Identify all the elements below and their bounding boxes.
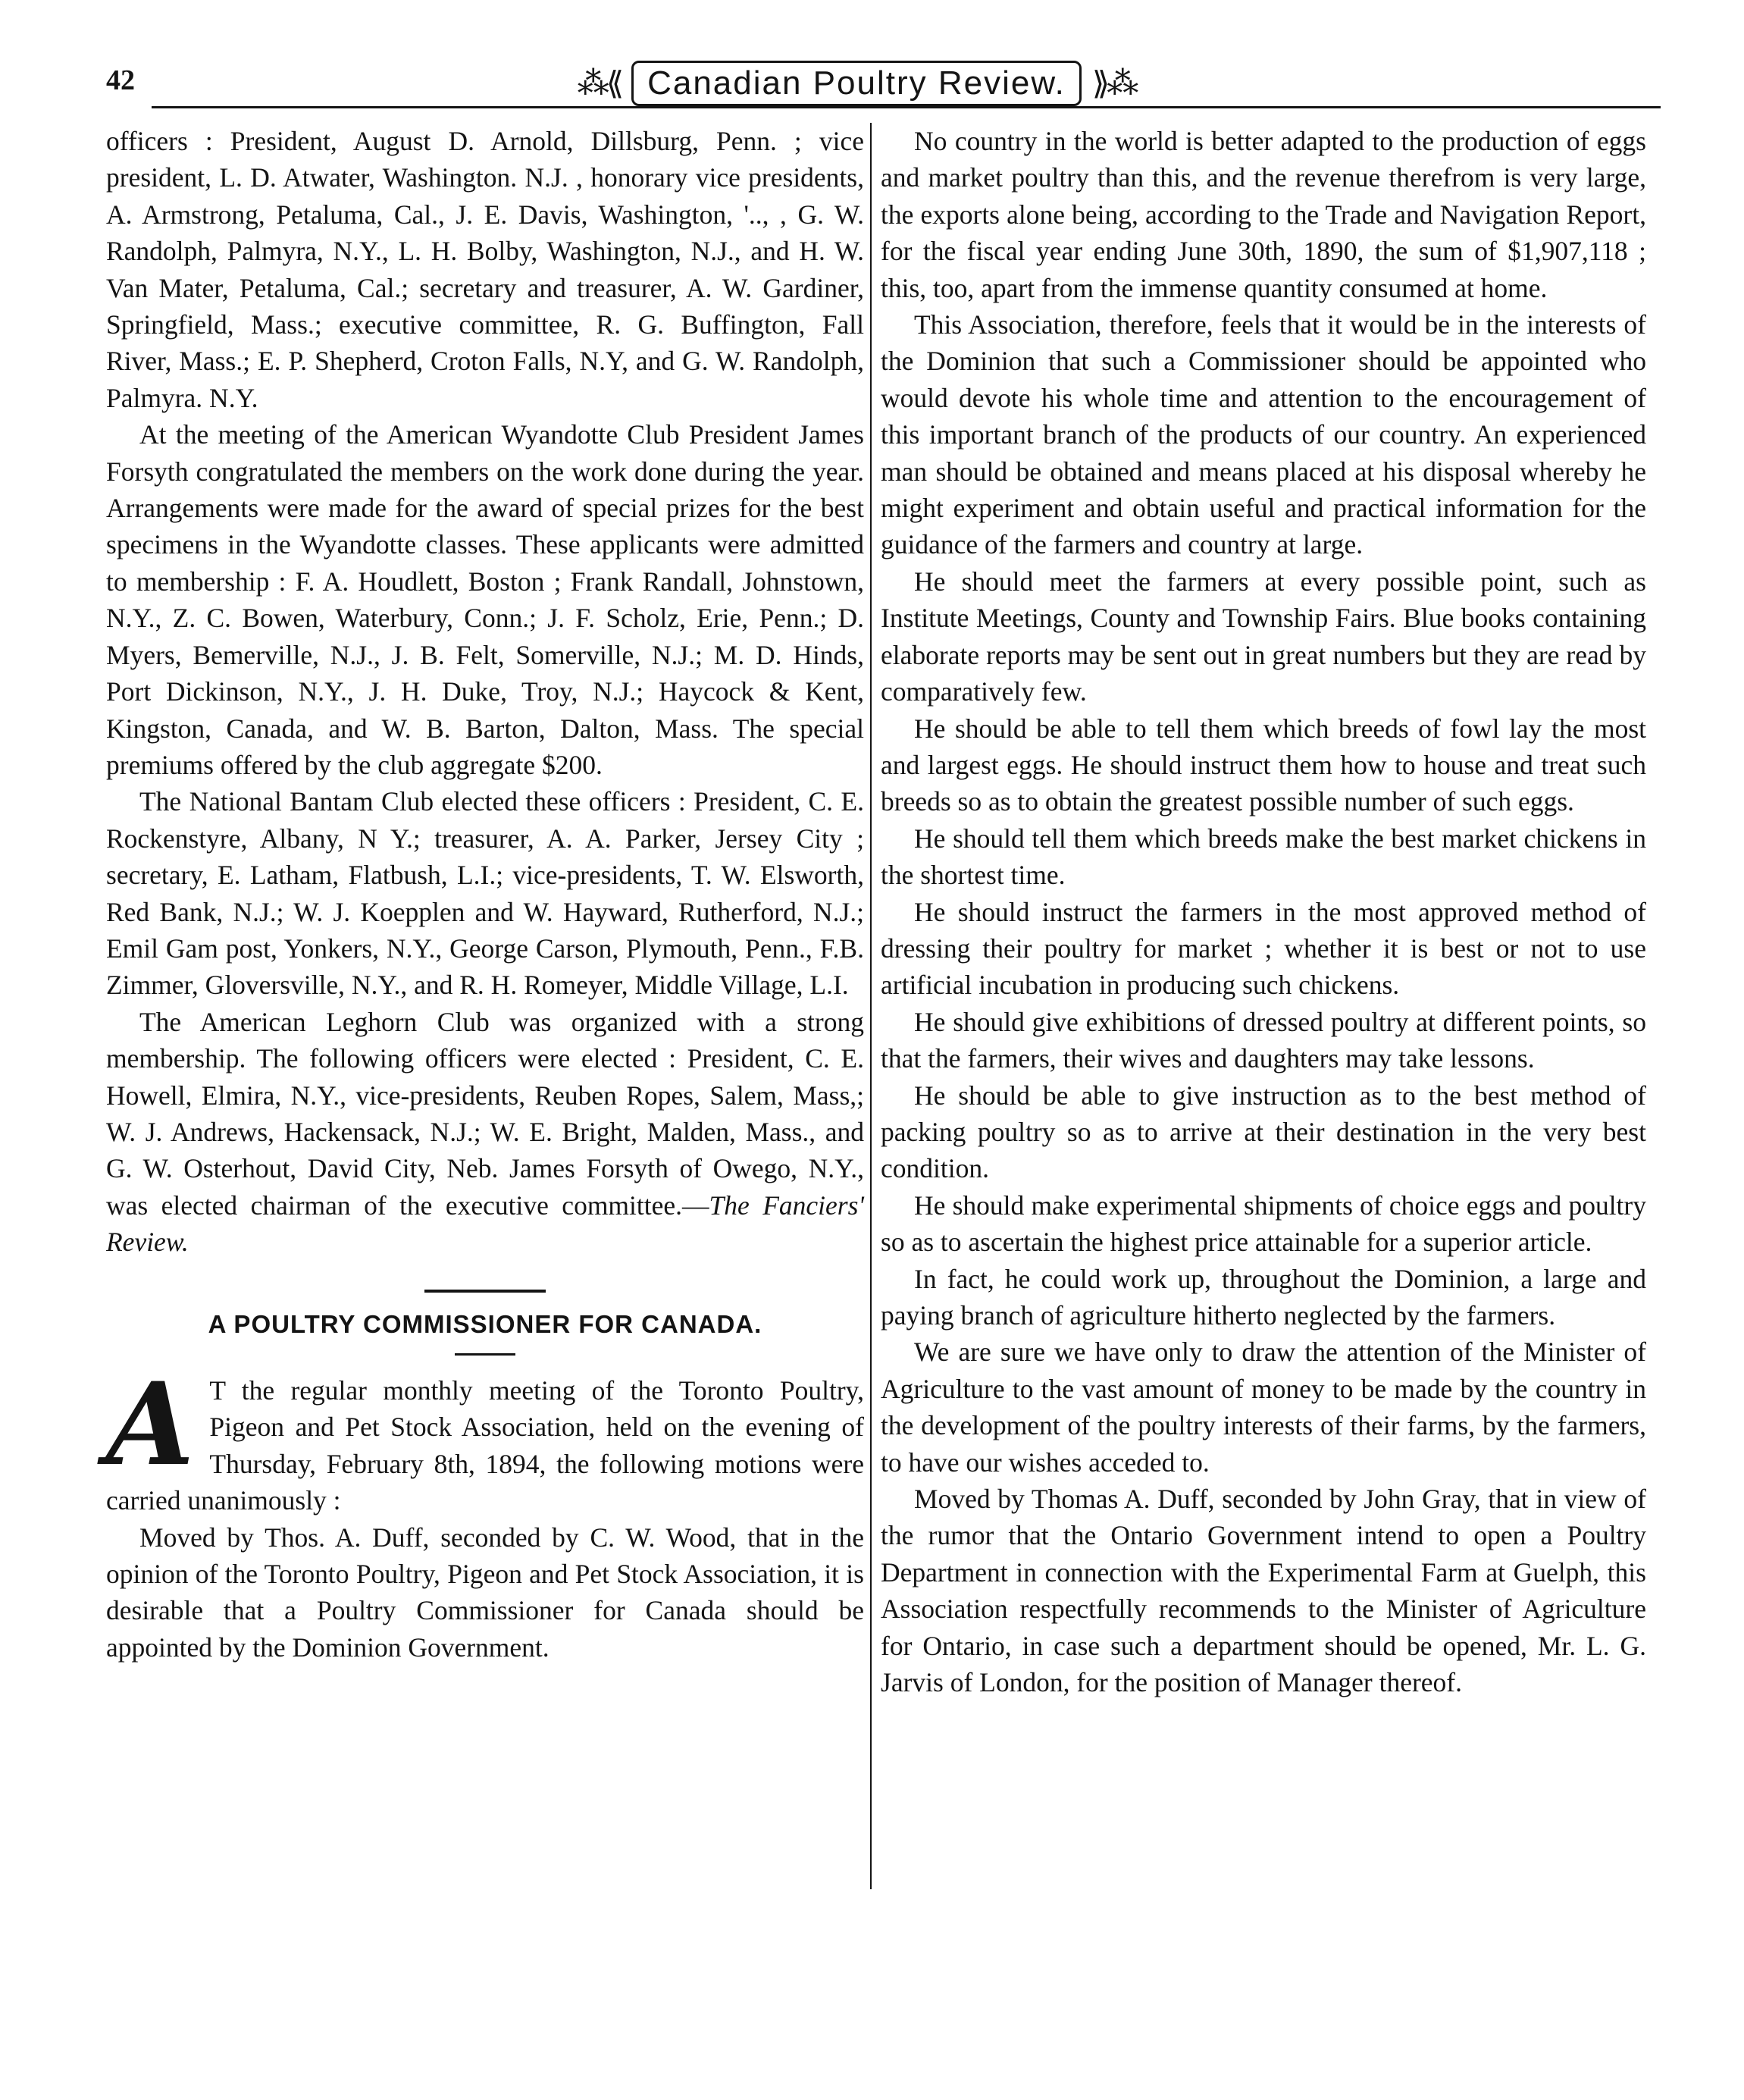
paragraph-text: The American Leghorn Club was organized with a strong membership. The following officers were elected : President, C. E. Howell, Elmira, N.Y., vice-presidents, Reuben Ropes, Salem, Mass,; W. J. Andrews, Hackensack, N.J.; W. E. Bright, Malden, Mass., and G. W. Osterhout, David City, Neb. James Forsyth of Owego, N.Y., was elected chairman of the executive committee.— (106, 1006, 864, 1221)
ornament-right-icon: ⟫⁂ (1091, 67, 1136, 102)
paragraph: He should tell them which breeds make the best market chickens in the shortest time. (881, 823, 1646, 891)
masthead (576, 56, 1137, 111)
section-heading: A POULTRY COMMISSIONER FOR CANADA. (208, 1309, 762, 1338)
paragraph: At the meeting of the American Wyandotte Club President James Forsyth congratulated the members on the work done during the year. Arrangements were made for the award of special prizes for the best specimens in the Wyandotte classes. These applicants were admitted to membership : F. A. Houdlett, Boston ; Frank Randall, Johnstown, N.Y., Z. C. Bowen, Waterbury, Conn.; J. F. Scholz, Erie, Penn.; D. Myers, Bemerville, N.J., J. B. Felt, Somerville, N.J.; M. D. Hinds, Port Dickinson, N.Y., J. H. Duke, Troy, N.J.; Haycock & Kent, Kingston, Canada, and W. B. Barton, Dalton, Mass. The special premiums offered by the club aggregate $200. (106, 419, 864, 780)
section-divider (424, 1290, 546, 1293)
paragraph: He should instruct the farmers in the most approved method of dressing their poultry for market ; whether it is best or not to use artificial incubation in producing such chickens. (881, 896, 1646, 1001)
paragraph: He should be able to give instruction as to the best method of packing poultry so as to arrive at their destination in the very best condition. (881, 1080, 1646, 1184)
column-divider (870, 123, 872, 1889)
paragraph: The National Bantam Club elected these officers : President, C. E. Rockenstyre, Albany, N Y.; treasurer, A. A. Parker, Jersey City ; secretary, E. Latham, Flatbush, L.I.; vice-presidents, T. W. Elsworth, Red Bank, N.J.; W. J. Koepplen and W. Hayward, Rutherford, N.J.; Emil Gam post, Yonkers, N.Y., George Carson, Plymouth, Penn., F.B. Zimmer, Gloversville, N.Y., and R. H. Romeyer, Middle Village, L.I. (106, 786, 864, 1001)
drop-cap: A (106, 1358, 195, 1491)
paragraph: He should be able to tell them which breeds of fowl lay the most and largest eggs. He should instruct them how to house and treat such breeds so as to obtain the greatest possible number of such eggs. (881, 713, 1646, 817)
paragraph: This Association, therefore, feels that it would be in the interests of the Dominion that such a Commissioner should be appointed who would devote his whole time and attention to the encouragement of this important branch of the products of our country. An experienced man should be obtained and means placed at his disposal whereby he might experiment and obtain useful and practical information for the guidance of the farmers and country at large. (881, 309, 1646, 560)
left-column (106, 123, 864, 1666)
paragraph: Moved by Thos. A. Duff, seconded by C. W. Wood, that in the opinion of the Toronto Poultry, Pigeon and Pet Stock Association, it is desirable that a Poultry Commissioner for Canada should be appointed by the Dominion Government. (106, 1522, 864, 1663)
publication-title: Canadian Poultry Review. (631, 61, 1082, 106)
paragraph: Moved by Thomas A. Duff, seconded by John Gray, that in view of the rumor that the Ontario Government intend to open a Poultry Department in connection with the Experimental Farm at Guelph, this Association respectfully recommends to the Minister of Agriculture for Ontario, in case such a department should be opened, Mr. L. G. Jarvis of London, for the position of Manager thereof. (881, 1484, 1646, 1698)
paragraph: In fact, he could work up, throughout the Dominion, a large and paying branch of agriculture hitherto neglected by the farmers. (881, 1263, 1646, 1331)
paragraph: No country in the world is better adapted to the production of eggs and market poultry than this, and the revenue therefrom is very large, the exports alone being, according to the Trade and Navigation Report, for the fiscal year ending June 30th, 1890, the sum of $1,907,118 ; this, too, apart from the immense quantity consumed at home. (881, 126, 1646, 303)
header-rule (152, 106, 1661, 108)
source-citation: The Fanciers' Review. (106, 1189, 864, 1258)
paragraph: He should make experimental shipments of choice eggs and poultry so as to ascertain the highest price attainable for a superior article. (881, 1189, 1646, 1258)
paragraph (106, 1358, 864, 1519)
right-column (881, 123, 1646, 1700)
paragraph: officers : President, August D. Arnold, Dillsburg, Penn. ; vice president, L. D. Atwater, Washington. N.J. , honorary vice presidents, A. Armstrong, Petaluma, Cal., J. E. Davis, Washington, '.., , G. W. Randolph, Palmyra, N.Y., L. H. Bolby, Washington, N.J., and H. W. Van Mater, Petaluma, Cal.; secretary and treasurer, A. W. Gardiner, Springfield, Mass.; executive committee, R. G. Buffington, Fall River, Mass.; E. P. Shepherd, Croton Falls, N.Y, and G. W. Randolph, Palmyra. N.Y. (106, 126, 864, 413)
paragraph: He should give exhibitions of dressed poultry at different points, so that the farmers, their wives and daughters may take lessons. (881, 1006, 1646, 1074)
paragraph: We are sure we have only to draw the attention of the Minister of Agriculture to the vast amount of money to be made by the country in the development of the poultry interests of their farms, by the farmers, to have our wishes acceded to. (881, 1337, 1646, 1478)
ornament-left-icon: ⁂⟪ (577, 67, 622, 102)
paragraph-text: T the regular monthly meeting of the Toronto Poultry, Pigeon and Pet Stock Association, held on the evening of Thursday, February 8th, 1894, the following motions were carried unanimously : (106, 1375, 864, 1516)
paragraph (106, 1004, 864, 1261)
page-number: 42 (106, 64, 135, 96)
paragraph: He should meet the farmers at every possible point, such as Institute Meetings, County and Township Fairs. Blue books containing elaborate reports may be sent out in great numbers but they are read by comparatively few. (881, 566, 1646, 707)
heading-rule (455, 1353, 515, 1356)
